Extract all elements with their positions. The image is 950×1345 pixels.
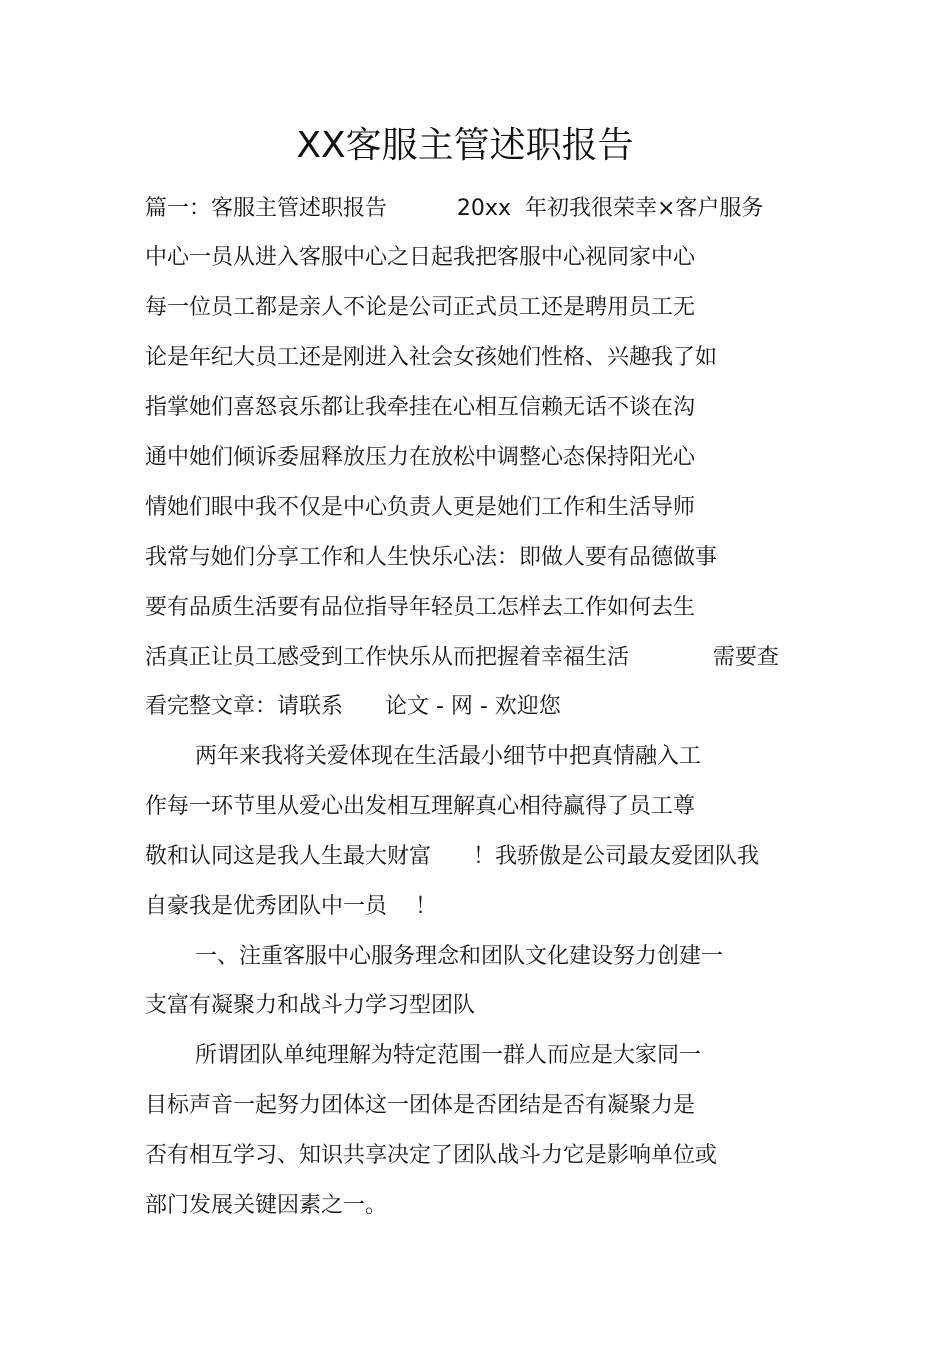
paragraph-line: 两年来我将关爱体现在生活最小细节中把真情融入工 (195, 744, 702, 769)
paragraph-line: 要有品质生活要有品位指导年轻员工怎样去工作如何去生 (145, 595, 696, 620)
paragraph-line: 篇一：客服主管述职报告 20xx 年初我很荣幸×客户服务 (145, 196, 764, 221)
paragraph-line: 中心一员从进入客服中心之日起我把客服中心视同家中心 (145, 245, 696, 270)
paragraph-line: 看完整文章：请联系 论文 - 网 - 欢迎您 (145, 694, 561, 719)
paragraph-line: 部门发展关键因素之一。 (145, 1193, 388, 1218)
section-heading-line: 一、注重客服中心服务理念和团队文化建设努力创建一 (195, 944, 724, 969)
paragraph-line: 情她们眼中我不仅是中心负责人更是她们工作和生活导师 (145, 495, 696, 520)
paragraph-line: 否有相互学习、知识共享决定了团队战斗力它是影响单位或 (145, 1143, 718, 1168)
section-heading-line: 支富有凝聚力和战斗力学习型团队 (145, 993, 476, 1018)
paragraph-line: 指掌她们喜怒哀乐都让我牵挂在心相互信赖无话不谈在沟 (145, 395, 696, 420)
paragraph-line: 目标声音一起努力团体这一团体是否团结是否有凝聚力是 (145, 1093, 696, 1118)
paragraph-line: 活真正让员工感受到工作快乐从而把握着幸福生活 需要查 (145, 645, 779, 670)
paragraph-line: 每一位员工都是亲人不论是公司正式员工还是聘用员工无 (145, 295, 696, 320)
paragraph-line: 自豪我是优秀团队中一员 ！ (145, 894, 437, 919)
document-title: XX客服主管述职报告 (296, 125, 634, 166)
paragraph-line: 论是年纪大员工还是刚进入社会女孩她们性格、兴趣我了如 (145, 345, 718, 370)
paragraph-line: 敬和认同这是我人生最大财富 ！我骄傲是公司最友爱团队我 (145, 844, 759, 869)
paragraph-line: 我常与她们分享工作和人生快乐心法：即做人要有品德做事 (145, 545, 718, 570)
paragraph-line: 通中她们倾诉委屈释放压力在放松中调整心态保持阳光心 (145, 445, 696, 470)
paragraph-line: 所谓团队单纯理解为特定范围一群人而应是大家同一 (195, 1043, 702, 1068)
paragraph-line: 作每一环节里从爱心出发相互理解真心相待赢得了员工尊 (145, 794, 696, 819)
